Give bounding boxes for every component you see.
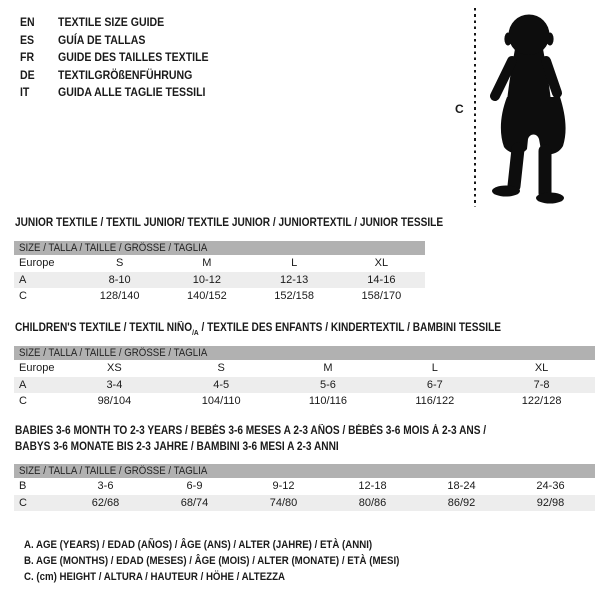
cell: 74/80 <box>269 496 298 509</box>
row-label: C <box>19 496 27 509</box>
cell: 9-12 <box>272 480 295 492</box>
lang-row-fr <box>20 49 229 67</box>
cell: 5-6 <box>320 378 336 391</box>
cell: 62/68 <box>91 496 120 509</box>
babies-textile-table <box>14 464 595 511</box>
babies-table-title: BABIES 3-6 MONTH TO 2-3 YEARS / BEBÉS 3-6 MESES A 2-3 AÑOS / BÉBÉS 3-6 MOIS À 2-3 ANS / BABYS 3-6 MONATE BIS 2-3 JAHRE / BAMBINI 3-6 MESI A 2-3 ANNI <box>15 425 487 453</box>
junior-textile-table <box>14 241 425 305</box>
cell: XL <box>534 362 549 374</box>
cell: 80/86 <box>358 496 387 509</box>
lang-code: IT <box>20 85 30 99</box>
cell: M <box>323 362 333 374</box>
cell: 122/128 <box>521 395 562 407</box>
table-row-height <box>14 393 595 410</box>
cell: 86/92 <box>447 496 476 509</box>
cell: 128/140 <box>99 290 140 302</box>
cell: 14-16 <box>367 273 396 286</box>
lang-code: DE <box>20 67 35 82</box>
cell: 152/158 <box>274 290 314 302</box>
table-row-europe <box>14 255 425 272</box>
cell: 10-12 <box>192 273 221 286</box>
row-label: Europe <box>19 257 55 269</box>
cell: L <box>291 257 298 269</box>
lang-code: FR <box>20 50 35 64</box>
cell: 68/74 <box>180 496 209 509</box>
footnote-a: A. AGE (YEARS) / EDAD (AÑOS) / ÂGE (ANS) / ALTER (JAHRE) / ETÀ (ANNI) <box>24 539 373 551</box>
cell: 104/110 <box>201 395 241 407</box>
table-row-europe <box>14 360 595 377</box>
cell: XL <box>374 257 389 269</box>
cell: L <box>431 362 438 374</box>
row-label: A <box>19 273 27 286</box>
cell: 24-36 <box>536 480 565 492</box>
height-measure-dashed-line <box>474 8 476 207</box>
cell: 98/104 <box>97 395 132 407</box>
table-row-height <box>14 495 595 512</box>
row-label: B <box>19 480 27 492</box>
toddler-silhouette-icon <box>484 9 574 207</box>
cell: 140/152 <box>186 290 227 302</box>
lang-text: GUÍA DE TALLAS <box>58 32 146 47</box>
lang-row-de <box>20 67 229 85</box>
nino-a-subscript: /A <box>192 328 199 338</box>
children-textile-table <box>14 346 595 410</box>
cell: XS <box>107 362 122 374</box>
lang-code: EN <box>20 15 35 29</box>
lang-text: GUIDE DES TAILLES TEXTILE <box>58 50 209 64</box>
table-row-age-years <box>14 272 425 289</box>
lang-row-en <box>20 14 229 32</box>
height-measure-label: C <box>455 102 464 116</box>
cell: 116/122 <box>415 395 455 407</box>
cell: 92/98 <box>536 496 565 509</box>
cell: 7-8 <box>533 378 550 391</box>
children-table-title: CHILDREN'S TEXTILE / TEXTIL $NIÑO_{/A}$ / TEXTILE DES ENFANTS / KINDERTEXTIL / BAMBINI TESSILE <box>15 322 502 338</box>
cell: 3-6 <box>97 480 114 492</box>
cell: 158/170 <box>361 290 402 302</box>
lang-text: GUIDA ALLE TAGLIE TESSILI <box>58 85 206 99</box>
size-header-bar: SIZE / TALLA / TAILLE / GRÖSSE / TAGLIA <box>14 346 595 360</box>
cell: 12-13 <box>280 273 309 286</box>
cell: 8-10 <box>108 273 131 286</box>
lang-row-it <box>20 84 229 102</box>
cell: 18-24 <box>447 480 476 492</box>
cell: 4-5 <box>213 378 230 391</box>
cell: M <box>202 257 212 269</box>
cell: 12-18 <box>358 480 387 492</box>
size-header-bar: SIZE / TALLA / TAILLE / GRÖSSE / TAGLIA <box>14 241 425 255</box>
size-header-bar: SIZE / TALLA / TAILLE / GRÖSSE / TAGLIA <box>14 464 595 478</box>
cell: S <box>115 257 124 269</box>
cell: 110/116 <box>308 395 348 407</box>
footnote-b: B. AGE (MONTHS) / EDAD (MESES) / ÂGE (MOIS) / ALTER (MONATE) / ETÀ (MESI) <box>24 555 400 567</box>
language-header <box>20 14 229 102</box>
table-row-height <box>14 288 425 305</box>
cell: S <box>217 362 225 374</box>
lang-text: TEXTILGRÖßENFÜHRUNG <box>58 67 193 82</box>
table-row-age-months <box>14 478 595 495</box>
row-label: Europe <box>19 362 55 374</box>
footnote-c: C. (cm) HEIGHT / ALTURA / HAUTEUR / HÖHE / ALTEZZA <box>24 571 286 583</box>
lang-row-es <box>20 32 229 50</box>
cell: 6-9 <box>186 480 203 492</box>
row-label: C <box>19 395 27 407</box>
cell: 6-7 <box>426 378 443 391</box>
lang-text: TEXTILE SIZE GUIDE <box>58 15 165 29</box>
footnotes <box>24 537 451 585</box>
cell: 3-4 <box>106 378 123 391</box>
row-label: A <box>19 378 27 391</box>
row-label: C <box>19 290 27 302</box>
lang-code: ES <box>20 32 35 47</box>
table-row-age-years <box>14 377 595 394</box>
junior-table-title: JUNIOR TEXTILE / TEXTIL JUNIOR/ TEXTILE JUNIOR / JUNIORTEXTIL / JUNIOR TESSILE <box>15 217 444 229</box>
